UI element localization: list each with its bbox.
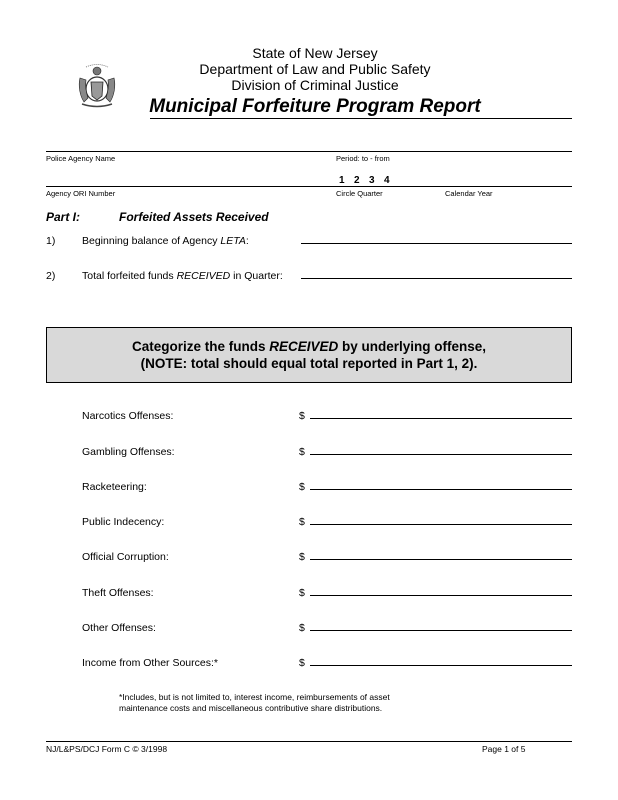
offense-label-official-corruption: Official Corruption: xyxy=(82,551,169,563)
offense-currency-narcotics: $ xyxy=(299,410,305,422)
offense-label-narcotics: Narcotics Offenses: xyxy=(82,410,174,422)
offense-currency-gambling: $ xyxy=(299,446,305,458)
period-label: Period: to - from xyxy=(336,154,390,163)
offense-field-other[interactable] xyxy=(310,630,572,631)
categorize-note-box xyxy=(46,327,572,383)
offense-field-official-corruption[interactable] xyxy=(310,559,572,560)
offense-currency-other: $ xyxy=(299,622,305,634)
police-agency-label: Police Agency Name xyxy=(46,154,116,163)
offense-label-theft: Theft Offenses: xyxy=(82,587,154,599)
offense-currency-racketeering: $ xyxy=(299,481,305,493)
part1-item2-num: 2) xyxy=(46,270,56,282)
offense-currency-public-indecency: $ xyxy=(299,516,305,528)
footer-page-number: Page 1 of 5 xyxy=(482,744,526,754)
offense-field-theft[interactable] xyxy=(310,595,572,596)
part1-item2-text: Total forfeited funds RECEIVED in Quarter: xyxy=(82,270,283,282)
header-division: Division of Criminal Justice xyxy=(231,77,399,93)
beginning-balance-field[interactable] xyxy=(301,243,572,244)
agency-ori-line[interactable] xyxy=(46,186,572,187)
header-department: Department of Law and Public Safety xyxy=(199,61,431,77)
quarter-4[interactable]: 4 xyxy=(384,175,390,186)
report-title: Municipal Forfeiture Program Report xyxy=(149,96,481,117)
title-rule xyxy=(150,118,572,119)
categorize-line2: (NOTE: total should equal total reported in Part 1, 2). xyxy=(140,356,478,371)
quarter-2[interactable]: 2 xyxy=(354,175,360,186)
offense-label-gambling: Gambling Offenses: xyxy=(82,446,175,458)
offense-currency-official-corruption: $ xyxy=(299,551,305,563)
quarter-1[interactable]: 1 xyxy=(339,175,345,186)
offense-currency-other-sources: $ xyxy=(299,657,305,669)
circle-quarter-label: Circle Quarter xyxy=(336,189,383,198)
part1-item1-num: 1) xyxy=(46,235,56,247)
part1-title: Forfeited Assets Received xyxy=(119,210,269,224)
part1-item1-text: Beginning balance of Agency LETA: xyxy=(82,235,249,247)
header-state: State of New Jersey xyxy=(252,45,378,61)
footer-rule xyxy=(46,741,572,742)
offense-label-racketeering: Racketeering: xyxy=(82,481,147,493)
offense-field-narcotics[interactable] xyxy=(310,418,572,419)
footnote-line2: maintenance costs and miscellaneous contributive share distributions. xyxy=(119,703,383,713)
footer-form-id: NJ/L&PS/DCJ Form C © 3/1998 xyxy=(46,744,168,754)
calendar-year-label: Calendar Year xyxy=(445,189,493,198)
footnote xyxy=(119,692,439,714)
footnote-line1: *Includes, but is not limited to, interest income, reimbursements of asset xyxy=(119,692,390,702)
quarter-3[interactable]: 3 xyxy=(369,175,375,186)
offense-field-gambling[interactable] xyxy=(310,454,572,455)
nj-state-seal xyxy=(74,62,120,108)
offense-field-other-sources[interactable] xyxy=(310,665,572,666)
offense-field-public-indecency[interactable] xyxy=(310,524,572,525)
total-received-field[interactable] xyxy=(301,278,572,279)
agency-ori-label: Agency ORI Number xyxy=(46,189,116,198)
offense-label-other-sources: Income from Other Sources:* xyxy=(82,657,218,669)
offense-currency-theft: $ xyxy=(299,587,305,599)
offense-label-public-indecency: Public Indecency: xyxy=(82,516,165,528)
offense-label-other: Other Offenses: xyxy=(82,622,156,634)
offense-field-racketeering[interactable] xyxy=(310,489,572,490)
categorize-line1: Categorize the funds RECEIVED by underlying offense, xyxy=(131,339,487,354)
police-agency-line[interactable] xyxy=(46,151,572,152)
part1-label: Part I: xyxy=(46,210,81,224)
